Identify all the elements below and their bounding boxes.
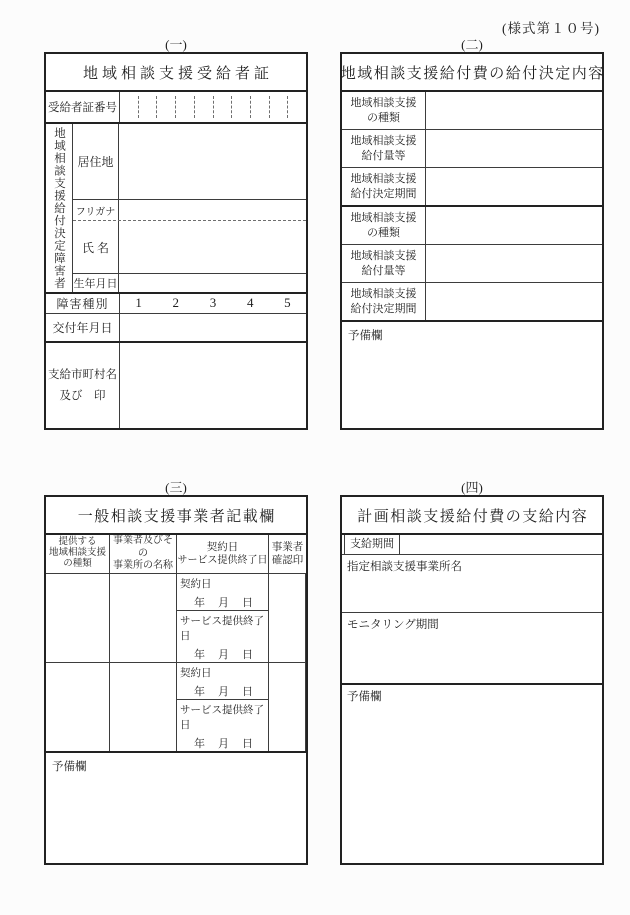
section-label-3: (三) <box>165 480 187 495</box>
payment-period-label: 支給期間 <box>344 535 400 554</box>
disability-type-options <box>120 294 306 313</box>
municipality-label <box>46 343 120 428</box>
digit-cell <box>270 96 289 118</box>
service-end-label: サービス提供終了日 <box>180 615 264 642</box>
dates-cell <box>177 663 269 751</box>
service-end-placeholder: 年 月 日 <box>194 737 254 750</box>
digit-cell <box>120 96 139 118</box>
provider-table-header <box>46 535 306 574</box>
provider-name-cell <box>110 663 177 751</box>
grant-amount-label: 地域相談支援 給付量等 <box>342 130 426 167</box>
contract-date-label: 契約日 <box>180 667 212 679</box>
support-type-label: 地域相談支援 の種類 <box>342 92 426 129</box>
grant-amount-value-2 <box>426 245 602 282</box>
municipality-label-line1: 支給市町村名 <box>48 368 117 381</box>
disability-type-row <box>46 294 306 314</box>
section-label-1: (一) <box>165 37 187 52</box>
decision-person-block <box>46 124 306 294</box>
name-row <box>73 221 306 274</box>
digit-cell <box>232 96 251 118</box>
dates-cell <box>177 574 269 662</box>
digit-cell <box>139 96 158 118</box>
spare-label: 予備欄 <box>347 691 382 703</box>
name-label: 氏名 <box>73 221 119 273</box>
service-end-label: サービス提供終了日 <box>180 704 264 731</box>
support-type-row <box>342 92 602 130</box>
card2-title: 地域相談支援給付費の給付決定内容 <box>342 54 602 92</box>
furigana-label: フリガナ <box>73 200 119 220</box>
certificate-number-row <box>46 92 306 124</box>
designated-office-cell <box>342 555 602 613</box>
spare-label: 予備欄 <box>52 760 87 773</box>
support-type-label-2: 地域相談支援 の種類 <box>342 207 426 244</box>
disability-option-3: 3 <box>209 295 217 310</box>
card4-title: 計画相談支援給付費の支給内容 <box>342 497 602 535</box>
grant-period-label-2: 地域相談支援 給付決定期間 <box>342 283 426 320</box>
residence-row <box>73 124 306 200</box>
birthdate-label: 生年月日 <box>73 274 119 292</box>
certificate-number-label: 受給者証番号 <box>46 92 120 122</box>
birthdate-value <box>119 274 306 292</box>
spare-area <box>342 685 602 863</box>
contract-date-placeholder: 年 月 日 <box>194 596 254 609</box>
municipality-seal-area <box>120 343 306 428</box>
grant-period-row <box>342 168 602 207</box>
spare-label: 予備欄 <box>348 330 383 342</box>
grant-period-value <box>426 168 602 205</box>
payment-period-row <box>342 535 602 555</box>
service-end-placeholder: 年 月 日 <box>194 648 254 661</box>
digit-cell <box>195 96 214 118</box>
disability-option-1: 1 <box>135 295 142 310</box>
municipality-label-line2: 及び 印 <box>59 389 106 402</box>
form-number: (様式第１０号) <box>502 21 600 36</box>
grant-decision-card <box>340 52 604 430</box>
name-value <box>119 221 306 273</box>
certificate-number-field <box>120 92 306 122</box>
header-provider-name: 事業者及びその 事業所の名称 <box>110 535 177 573</box>
disability-type-label: 障害種別 <box>46 294 120 313</box>
provider-seal-cell <box>269 663 306 751</box>
service-end-subcell <box>177 700 268 751</box>
disability-option-5: 5 <box>284 295 291 310</box>
grant-amount-label-2: 地域相談支援 給付量等 <box>342 245 426 282</box>
furigana-value <box>119 200 306 220</box>
birthdate-row <box>73 274 306 292</box>
grant-amount-row-2 <box>342 245 602 283</box>
support-type-cell <box>46 663 110 751</box>
card1-title: 地域相談支援受給者証 <box>46 54 306 92</box>
issue-date-label: 交付年月日 <box>46 314 120 341</box>
digit-cell <box>176 96 195 118</box>
contract-date-label: 契約日 <box>180 578 212 590</box>
monitoring-period-label: モニタリング期間 <box>347 619 439 631</box>
provider-row-2 <box>46 663 306 753</box>
provider-name-cell <box>110 574 177 662</box>
contract-date-subcell <box>177 574 268 611</box>
designated-office-label: 指定相談支援事業所名 <box>347 561 462 573</box>
support-type-row-2 <box>342 207 602 245</box>
residence-label: 居住地 <box>73 124 119 199</box>
digit-cell <box>157 96 176 118</box>
section-label-4: (四) <box>461 480 483 495</box>
section-label-2: (二) <box>461 37 483 52</box>
grant-period-row-2 <box>342 283 602 322</box>
recipient-certificate-card <box>44 52 308 430</box>
disability-option-2: 2 <box>172 295 180 310</box>
issue-date-row <box>46 314 306 343</box>
grant-amount-row <box>342 130 602 168</box>
digit-cell <box>214 96 233 118</box>
spare-area <box>342 322 602 428</box>
service-end-subcell <box>177 611 268 662</box>
support-type-cell <box>46 574 110 662</box>
issue-date-value <box>120 314 306 341</box>
grant-period-value-2 <box>426 283 602 320</box>
grant-amount-value <box>426 130 602 167</box>
header-provider-seal: 事業者 確認印 <box>271 541 304 566</box>
support-type-value <box>426 92 602 129</box>
furigana-row <box>73 200 306 221</box>
provider-entry-card <box>44 495 308 865</box>
contract-date-placeholder: 年 月 日 <box>194 685 254 698</box>
header-support-type: 提供する 地域相談支援 の種類 <box>46 535 110 573</box>
decision-person-label: 地域相談支援給付決定障害者 <box>46 124 73 292</box>
contract-date-subcell <box>177 663 268 700</box>
residence-value <box>119 124 306 199</box>
support-type-value-2 <box>426 207 602 244</box>
provider-row-1 <box>46 574 306 663</box>
digit-cell <box>251 96 270 118</box>
grant-period-label: 地域相談支援 給付決定期間 <box>342 168 426 205</box>
monitoring-period-cell <box>342 613 602 685</box>
municipality-row <box>46 343 306 428</box>
plan-support-card <box>340 495 604 865</box>
spare-area <box>46 753 306 864</box>
card3-title: 一般相談支援事業者記載欄 <box>46 497 306 535</box>
provider-seal-cell <box>269 574 306 662</box>
disability-option-4: 4 <box>246 295 254 310</box>
header-contract-dates: 契約日 サービス提供終了日 <box>177 535 269 573</box>
digit-cell <box>288 96 306 118</box>
